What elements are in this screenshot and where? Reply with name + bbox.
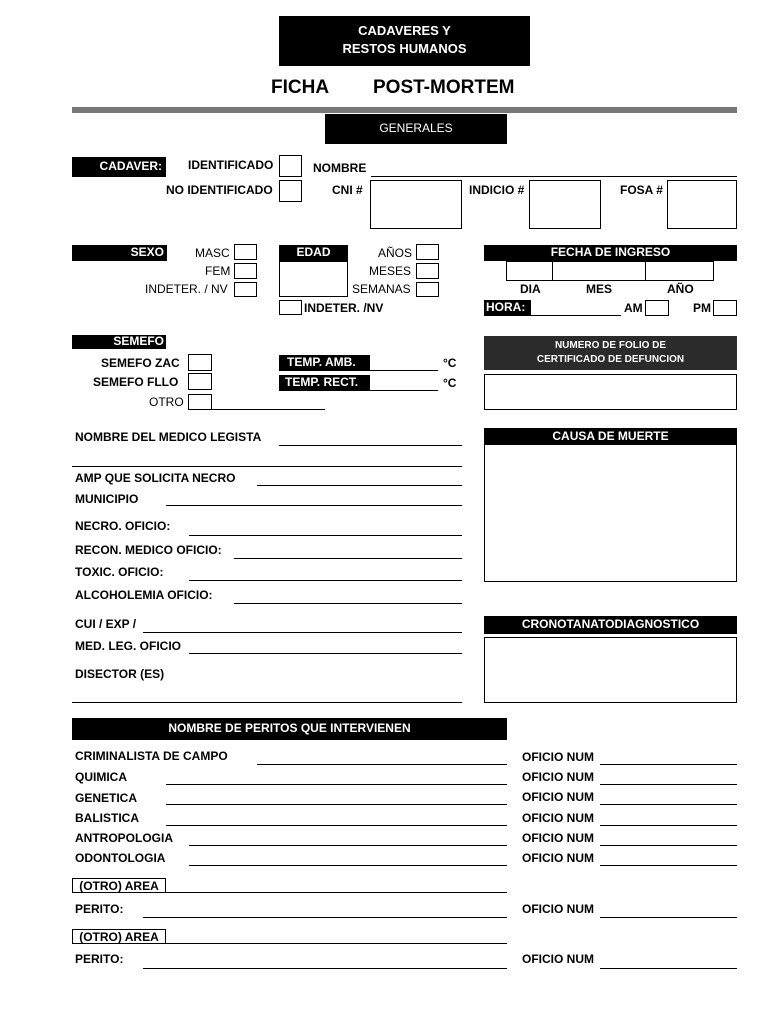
cadaver-label: CADAVER:: [72, 157, 166, 177]
folio-box[interactable]: [484, 374, 737, 410]
crono-box[interactable]: [484, 637, 737, 703]
cni-box[interactable]: [370, 180, 462, 229]
criminalista-line[interactable]: [257, 764, 507, 765]
generales-header: GENERALES: [325, 114, 507, 144]
med-leg-oficio-label: MED. LEG. OFICIO: [75, 639, 182, 653]
genetica-line[interactable]: [166, 804, 507, 805]
meses-label: MESES: [369, 264, 412, 278]
cni-label: CNI #: [332, 183, 363, 197]
genetica-oficio-label: OFICIO NUM: [522, 790, 594, 804]
mes-label: MES: [586, 282, 613, 296]
balistica-oficio-label: OFICIO NUM: [522, 811, 594, 825]
balistica-label: BALISTICA: [75, 811, 139, 825]
perito-line-2[interactable]: [143, 968, 507, 969]
criminalista-oficio-line[interactable]: [600, 764, 737, 765]
form-title-line2: RESTOS HUMANOS: [342, 41, 467, 56]
fosa-label: FOSA #: [620, 183, 663, 197]
am-label: AM: [624, 301, 643, 315]
indicio-box[interactable]: [529, 180, 601, 229]
causa-muerte-box[interactable]: [484, 444, 737, 582]
criminalista-oficio-label: OFICIO NUM: [522, 750, 594, 764]
municipio-label: MUNICIPIO: [75, 492, 139, 506]
folio-header-line2: CERTIFICADO DE DEFUNCION: [536, 354, 685, 365]
post-mortem-heading: POST-MORTEM: [373, 77, 515, 98]
toxic-oficio-line[interactable]: [189, 580, 462, 581]
semanas-checkbox[interactable]: [416, 282, 439, 297]
fem-label: FEM: [205, 264, 231, 278]
amp-label: AMP QUE SOLICITA NECRO: [75, 471, 236, 485]
no-identificado-label: NO IDENTIFICADO: [166, 183, 273, 197]
genetica-oficio-line[interactable]: [600, 804, 737, 805]
ano-label: AÑO: [667, 282, 694, 296]
hora-label: HORA:: [484, 300, 531, 316]
semefo-otro-label: OTRO: [149, 395, 184, 409]
cui-exp-line[interactable]: [143, 632, 462, 633]
otro-area-label-1: (OTRO) AREA: [72, 878, 166, 893]
meses-checkbox[interactable]: [416, 263, 439, 279]
balistica-line[interactable]: [166, 825, 507, 826]
semefo-otro-checkbox[interactable]: [188, 394, 212, 410]
odontologia-line[interactable]: [189, 865, 507, 866]
temp-rect-line[interactable]: [370, 390, 438, 391]
perito-label-2: PERITO:: [75, 952, 124, 966]
edad-indeter-label: INDETER. /NV: [304, 301, 384, 315]
municipio-line[interactable]: [166, 505, 462, 506]
fecha-mes-box[interactable]: [552, 261, 646, 281]
fecha-ingreso-header: FECHA DE INGRESO: [484, 245, 737, 261]
antropologia-oficio-line[interactable]: [600, 845, 737, 846]
sexo-header: SEXO: [72, 245, 167, 261]
disector-line[interactable]: [72, 702, 462, 703]
alcoholemia-oficio-line[interactable]: [234, 603, 462, 604]
semefo-otro-line[interactable]: [212, 409, 325, 410]
fosa-box[interactable]: [667, 180, 737, 229]
antropologia-line[interactable]: [189, 845, 507, 846]
identificado-checkbox[interactable]: [279, 155, 302, 177]
perito-line-1[interactable]: [143, 917, 507, 918]
criminalista-label: CRIMINALISTA DE CAMPO: [75, 749, 228, 763]
amp-line[interactable]: [257, 485, 462, 486]
otro-area-line-1[interactable]: [166, 892, 507, 893]
temp-amb-line[interactable]: [370, 370, 438, 371]
sexo-indeter-checkbox[interactable]: [234, 282, 257, 297]
perito-oficio-label-2: OFICIO NUM: [522, 952, 594, 966]
medico-legista-line2[interactable]: [72, 466, 462, 467]
medico-legista-label: NOMBRE DEL MEDICO LEGISTA: [75, 430, 262, 444]
med-leg-oficio-line[interactable]: [189, 653, 462, 654]
semefo-zac-checkbox[interactable]: [188, 354, 212, 371]
perito-oficio-line-1[interactable]: [600, 917, 737, 918]
alcoholemia-oficio-label: ALCOHOLEMIA OFICIO:: [75, 588, 213, 602]
temp-rect-unit: °C: [443, 376, 457, 390]
header-divider: [72, 107, 737, 113]
form-title-box: [279, 16, 530, 66]
necro-oficio-label: NECRO. OFICIO:: [75, 519, 171, 533]
recon-oficio-label: RECON. MEDICO OFICIO:: [75, 543, 222, 557]
semefo-header: SEMEFO: [72, 335, 166, 349]
perito-oficio-label-1: OFICIO NUM: [522, 902, 594, 916]
masc-label: MASC: [195, 246, 230, 260]
anos-checkbox[interactable]: [416, 244, 439, 260]
medico-legista-line[interactable]: [279, 445, 462, 446]
hora-line[interactable]: [531, 315, 621, 316]
antropologia-label: ANTROPOLOGIA: [75, 831, 173, 845]
quimica-line[interactable]: [166, 784, 507, 785]
quimica-oficio-line[interactable]: [600, 784, 737, 785]
cui-exp-label: CUI / EXP /: [75, 617, 137, 631]
pm-label: PM: [693, 301, 711, 315]
temp-amb-label: TEMP. AMB.: [279, 355, 370, 371]
nombre-label: NOMBRE: [313, 161, 367, 175]
identificado-label: IDENTIFICADO: [188, 158, 274, 172]
toxic-oficio-label: TOXIC. OFICIO:: [75, 565, 164, 579]
quimica-label: QUIMICA: [75, 770, 127, 784]
causa-muerte-header: CAUSA DE MUERTE: [484, 428, 737, 445]
am-checkbox[interactable]: [645, 300, 669, 316]
form-title-line1: CADAVERES Y: [358, 23, 451, 38]
folio-header: [484, 336, 737, 370]
folio-header-line1: NUMERO DE FOLIO DE: [554, 340, 667, 351]
antropologia-oficio-label: OFICIO NUM: [522, 831, 594, 845]
dia-label: DIA: [520, 282, 541, 296]
indicio-label: INDICIO #: [469, 183, 525, 197]
necro-oficio-line[interactable]: [189, 535, 462, 536]
odontologia-oficio-line[interactable]: [600, 865, 737, 866]
odontologia-label: ODONTOLOGIA: [75, 851, 166, 865]
temp-amb-unit: °C: [443, 356, 457, 370]
no-identificado-checkbox[interactable]: [279, 180, 302, 202]
fem-checkbox[interactable]: [234, 263, 257, 279]
temp-rect-label: TEMP. RECT.: [279, 375, 370, 391]
ficha-heading: FICHA: [271, 77, 330, 98]
sexo-indeter-label: INDETER. / NV: [145, 282, 228, 296]
fecha-dia-box[interactable]: [506, 261, 553, 281]
balistica-oficio-line[interactable]: [600, 825, 737, 826]
perito-oficio-line-2[interactable]: [600, 968, 737, 969]
crono-header: CRONOTANATODIAGNOSTICO: [484, 616, 737, 634]
semanas-label: SEMANAS: [352, 282, 411, 296]
semefo-zac-label: SEMEFO ZAC: [101, 356, 180, 370]
quimica-oficio-label: OFICIO NUM: [522, 770, 594, 784]
fecha-ano-box[interactable]: [645, 261, 714, 281]
edad-indeter-checkbox[interactable]: [279, 300, 302, 315]
semefo-fllo-checkbox[interactable]: [188, 373, 212, 390]
genetica-label: GENETICA: [75, 791, 138, 805]
edad-value-box[interactable]: [279, 261, 348, 297]
disector-label: DISECTOR (ES): [75, 667, 165, 681]
nombre-line[interactable]: [371, 176, 737, 177]
perito-label-1: PERITO:: [75, 902, 124, 916]
peritos-header: NOMBRE DE PERITOS QUE INTERVIENEN: [72, 718, 507, 740]
masc-checkbox[interactable]: [234, 244, 257, 260]
odontologia-oficio-label: OFICIO NUM: [522, 851, 594, 865]
otro-area-line-2[interactable]: [166, 943, 507, 944]
edad-header: EDAD: [279, 245, 348, 261]
anos-label: AÑOS: [378, 246, 413, 260]
otro-area-label-2: (OTRO) AREA: [72, 929, 166, 944]
recon-oficio-line[interactable]: [234, 558, 462, 559]
semefo-fllo-label: SEMEFO FLLO: [93, 375, 179, 389]
pm-checkbox[interactable]: [713, 300, 737, 316]
